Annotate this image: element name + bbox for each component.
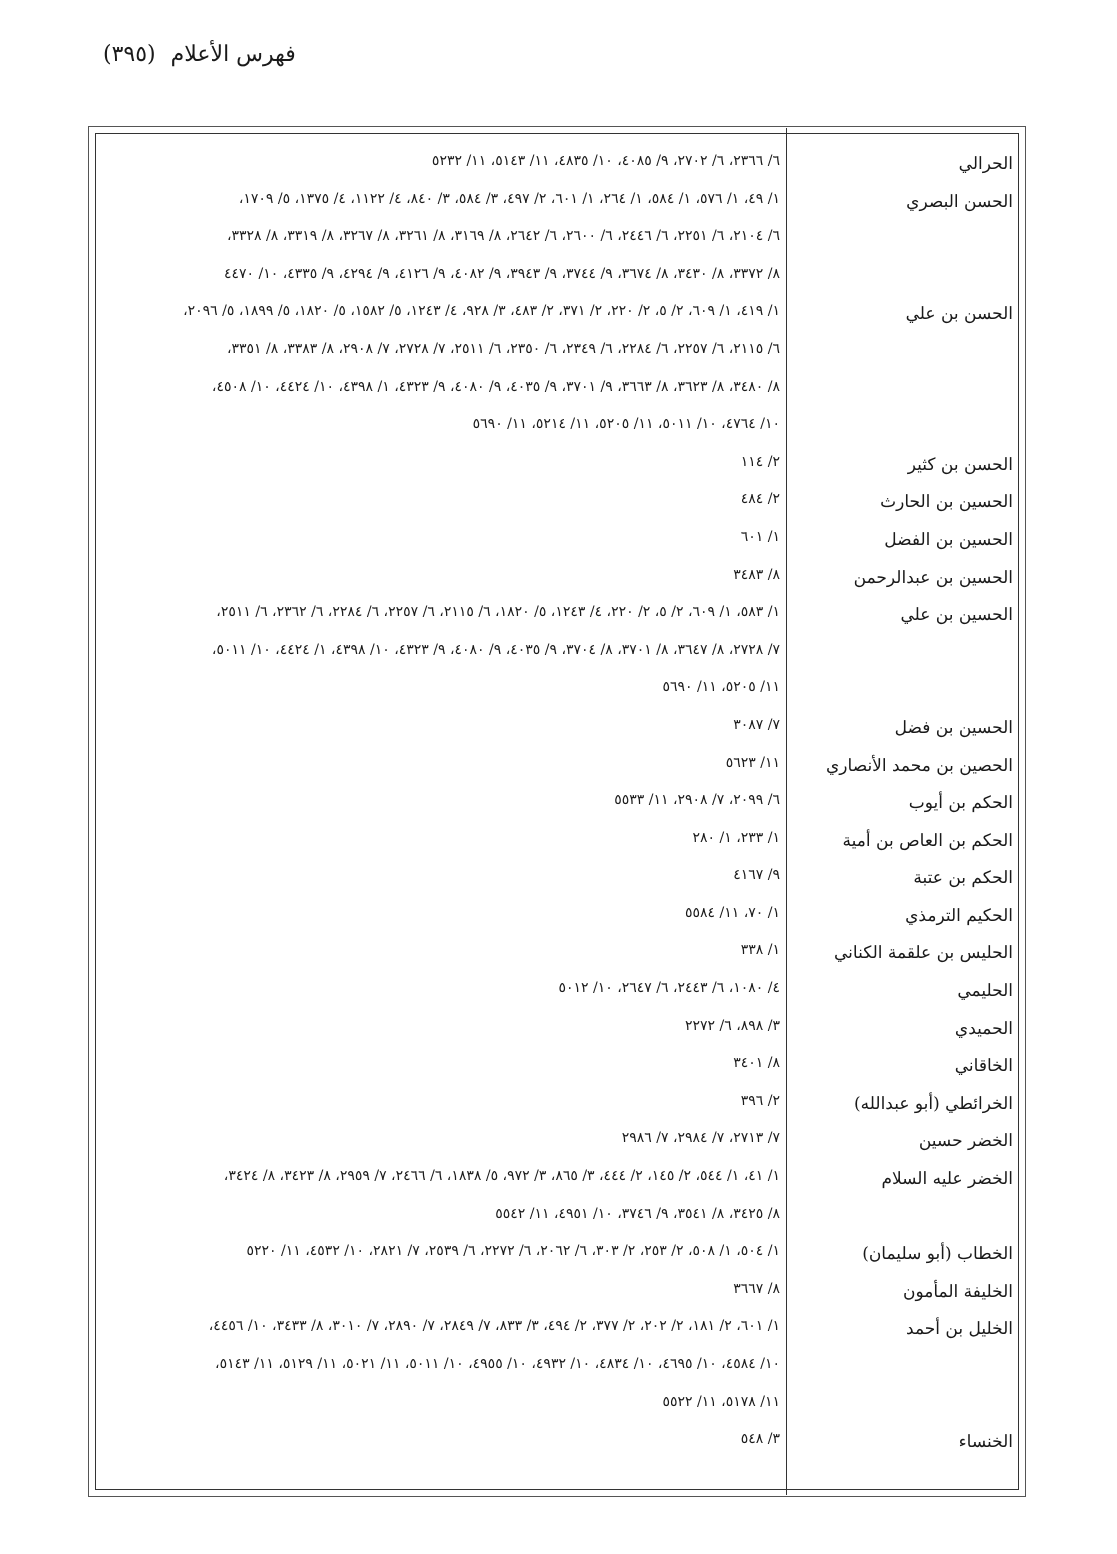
reference-line: ٧/ ٣٠٨٧ [733, 716, 780, 733]
person-name: الحكيم الترمذي [905, 905, 1013, 926]
reference-line: ١/ ٥٨٣، ١/ ٦٠٩، ٢/ ٥، ٢/ ٢٢٠، ٤/ ١٢٤٣، ٥/ ١٨٢٠، ٦/ ٢١١٥، ٦/ ٢٢٥٧، ٦/ ٢٢٨٤، ٦/ ٢٣٦٢، ٦/ ٢٥١١، [216, 604, 780, 621]
person-name: الحسين بن عبدالرحمن [853, 567, 1013, 588]
reference-line: ١/ ٦٠١، ٢/ ١٨١، ٢/ ٢٠٢، ٢/ ٣٧٧، ٢/ ٤٩٤، ٣/ ٨٣٣، ٧/ ٢٨٤٩، ٧/ ٢٨٩٠، ٧/ ٣٠١٠، ٨/ ٣٤٣٣، ١٠/ ٤٤٥٦، [208, 1318, 780, 1335]
person-name: الحسن بن علي [905, 304, 1013, 325]
reference-line: ٨/ ٣٤٠١ [733, 1055, 780, 1072]
reference-line: ١/ ٦٠١ [740, 528, 780, 545]
reference-line: ١/ ٤٩، ١/ ٥٧٦، ١/ ٥٨٤، ١/ ٢٦٤، ١/ ٦٠١، ٢/ ٤٩٧، ٣/ ٥٨٤، ٣/ ٨٤٠، ٤/ ١١٢٢، ٤/ ١٣٧٥، ٥/ ١٧٠٩، [238, 190, 780, 207]
person-name: الحميدي [954, 1018, 1013, 1039]
person-name: الحكم بن أيوب [908, 793, 1013, 814]
reference-line: ١/ ٣٣٨ [740, 942, 780, 959]
person-name: الخطاب (أبو سليمان) [862, 1244, 1013, 1265]
page-header [103, 42, 296, 67]
reference-line: ٧/ ٢٧١٣، ٧/ ٢٩٨٤، ٧/ ٢٩٨٦ [621, 1130, 780, 1147]
column-divider [786, 128, 787, 1495]
person-name: الخاقاني [954, 1056, 1013, 1077]
reference-line: ٨/ ٣٣٧٢، ٨/ ٣٤٣٠، ٨/ ٣٦٧٤، ٩/ ٣٧٤٤، ٩/ ٣٩٤٣، ٩/ ٤٠٨٢، ٩/ ٤١٢٦، ٩/ ٤٢٩٤، ٩/ ٤٣٣٥، ١٠/ ٤٤٧٠ [223, 265, 780, 282]
empty-name-cell [795, 1196, 1013, 1234]
person-name: الحسين بن الحارث [880, 492, 1013, 513]
reference-line: ١/ ٢٣٣، ١/ ٢٨٠ [692, 829, 780, 846]
empty-name-cell [795, 256, 1013, 294]
person-name: الحصين بن محمد الأنصاري [826, 755, 1013, 776]
person-name: الخنساء [958, 1432, 1013, 1453]
empty-name-cell [795, 369, 1013, 407]
person-name: الحليمي [957, 981, 1013, 1002]
person-name: الحسين بن الفضل [884, 529, 1013, 550]
empty-name-cell [795, 218, 1013, 256]
empty-name-cell [795, 632, 1013, 670]
empty-name-cell [795, 406, 1013, 444]
person-name: الخليفة المأمون [902, 1281, 1013, 1302]
empty-name-cell [795, 1384, 1013, 1422]
reference-line: ٦/ ٢٠٩٩، ٧/ ٢٩٠٨، ١١/ ٥٥٣٣ [614, 792, 780, 809]
person-name: الحرالي [958, 154, 1013, 174]
person-name: الحكم بن العاص بن أمية [842, 830, 1013, 851]
person-name: الحسن البصري [906, 191, 1013, 212]
reference-line: ٨/ ٣٦٦٧ [733, 1280, 780, 1297]
page-title: فهرس الأعلام [170, 42, 296, 67]
person-name: الخضر عليه السلام [881, 1169, 1013, 1190]
reference-line: ٩/ ٤١٦٧ [733, 867, 780, 884]
reference-line: ٦/ ٢١١٥، ٦/ ٢٢٥٧، ٦/ ٢٢٨٤، ٦/ ٢٣٤٩، ٦/ ٢٣٥٠، ٦/ ٢٥١١، ٧/ ٢٧٢٨، ٧/ ٢٩٠٨، ٨/ ٣٣٨٣، ٨/ ٣٣٥١، [226, 340, 780, 357]
person-name: الحكم بن عتبة [913, 868, 1013, 889]
empty-name-cell [795, 1346, 1013, 1384]
reference-line: ٨/ ٣٤٨٣ [733, 566, 780, 583]
reference-line: ١/ ٤١، ١/ ٥٤٤، ٢/ ١٤٥، ٢/ ٤٤٤، ٣/ ٨٦٥، ٣/ ٩٧٢، ٥/ ١٨٣٨، ٦/ ٢٤٦٦، ٧/ ٢٩٥٩، ٨/ ٣٤٢٣، ٨/ ٣٤٢٤، [223, 1168, 780, 1185]
person-name: الخرائطي (أبو عبدالله) [854, 1093, 1013, 1114]
reference-line: ٧/ ٢٧٢٨، ٨/ ٣٦٤٧، ٨/ ٣٧٠١، ٨/ ٣٧٠٤، ٩/ ٤٠٣٥، ٩/ ٤٠٨٠، ٩/ ٤٣٢٣، ١٠/ ٤٣٩٨، ١/ ٤٤٢٤، ١٠/ ٥٠١١، [211, 641, 780, 658]
reference-line: ٨/ ٣٤٢٥، ٨/ ٣٥٤١، ٩/ ٣٧٤٦، ١٠/ ٤٩٥١، ١١/ ٥٥٤٢ [495, 1205, 780, 1222]
reference-line: ٦/ ٢١٠٤، ٦/ ٢٢٥١، ٦/ ٢٤٤٦، ٦/ ٢٦٠٠، ٦/ ٢٦٤٢، ٨/ ٣١٦٩، ٨/ ٣٢٦١، ٨/ ٣٢٦٧، ٨/ ٣٣١٩، ٨/ ٣٣٢٨، [226, 228, 780, 245]
empty-name-cell [795, 331, 1013, 369]
reference-line: ١/ ٥٠٤، ١/ ٥٠٨، ٢/ ٢٥٣، ٢/ ٣٠٣، ٦/ ٢٠٦٢، ٦/ ٢٢٧٢، ٦/ ٢٥٣٩، ٧/ ٢٨٢١، ١٠/ ٤٥٣٢، ١١/ ٥٢٢٠ [246, 1243, 780, 1260]
reference-line: ١٠/ ٤٧٦٤، ١٠/ ٥٠١١، ١١/ ٥٢٠٥، ١١/ ٥٢١٤، ١١/ ٥٦٩٠ [472, 416, 780, 433]
reference-line: ٣/ ٥٤٨ [740, 1431, 780, 1448]
reference-line: ١٠/ ٤٥٨٤، ١٠/ ٤٦٩٥، ١٠/ ٤٨٣٤، ١٠/ ٤٩٣٢، ١٠/ ٤٩٥٥، ١٠/ ٥٠١١، ١١/ ٥٠٢١، ١١/ ٥١٢٩، ١١/ ٥١٤٣، [215, 1356, 780, 1372]
person-name: الحليس بن علقمة الكناني [833, 943, 1013, 964]
reference-line: ٢/ ٣٩٦ [740, 1092, 780, 1109]
person-name: الخضر حسين [918, 1131, 1013, 1152]
reference-line: ٢/ ١١٤ [740, 453, 780, 470]
reference-line: ١/ ٤١٩، ١/ ٦٠٩، ٢/ ٥، ٢/ ٢٢٠، ٢/ ٣٧١، ٢/ ٤٨٣، ٣/ ٩٢٨، ٤/ ١٢٤٣، ٥/ ١٥٨٢، ٥/ ١٨٢٠، ٥/ ١٨٩٩، ٥/ ٢٠٩٦، [183, 303, 780, 320]
reference-line: ١١/ ٥١٧٨، ١١/ ٥٥٢٢ [662, 1393, 780, 1410]
person-name: الحسن بن كثير [907, 454, 1013, 475]
reference-line: ٨/ ٣٤٨٠، ٨/ ٣٦٢٣، ٨/ ٣٦٦٣، ٩/ ٣٧٠١، ٩/ ٤٠٣٥، ٩/ ٤٠٨٠، ٩/ ٤٣٢٣، ١/ ٤٣٩٨، ١٠/ ٤٤٢٤، ١٠/ ٤٥٠٨، [211, 378, 780, 395]
person-name: الحسين بن فضل [894, 717, 1013, 738]
empty-name-cell [795, 669, 1013, 707]
reference-line: ٦/ ٢٣٦٦، ٦/ ٢٧٠٢، ٩/ ٤٠٨٥، ١٠/ ٤٨٣٥، ١١/ ٥١٤٣، ١١/ ٥٢٣٢ [431, 153, 780, 169]
reference-line: ١/ ٧٠، ١١/ ٥٥٨٤ [684, 904, 780, 921]
person-name: الحسين بن علي [900, 605, 1013, 626]
reference-line: ١١/ ٥٦٢٣ [725, 754, 780, 771]
reference-line: ١١/ ٥٢٠٥، ١١/ ٥٦٩٠ [662, 679, 780, 696]
page-number: (٣٩٥) [103, 42, 156, 67]
names-column [795, 143, 1013, 1459]
person-name: الخليل بن أحمد [906, 1319, 1013, 1340]
reference-line: ٢/ ٤٨٤ [740, 491, 780, 508]
reference-line: ٣/ ٨٩٨، ٦/ ٢٢٧٢ [684, 1017, 780, 1034]
references-column [104, 143, 780, 1459]
reference-line: ٤/ ١٠٨٠، ٦/ ٢٤٤٣، ٦/ ٢٦٤٧، ١٠/ ٥٠١٢ [558, 980, 780, 997]
